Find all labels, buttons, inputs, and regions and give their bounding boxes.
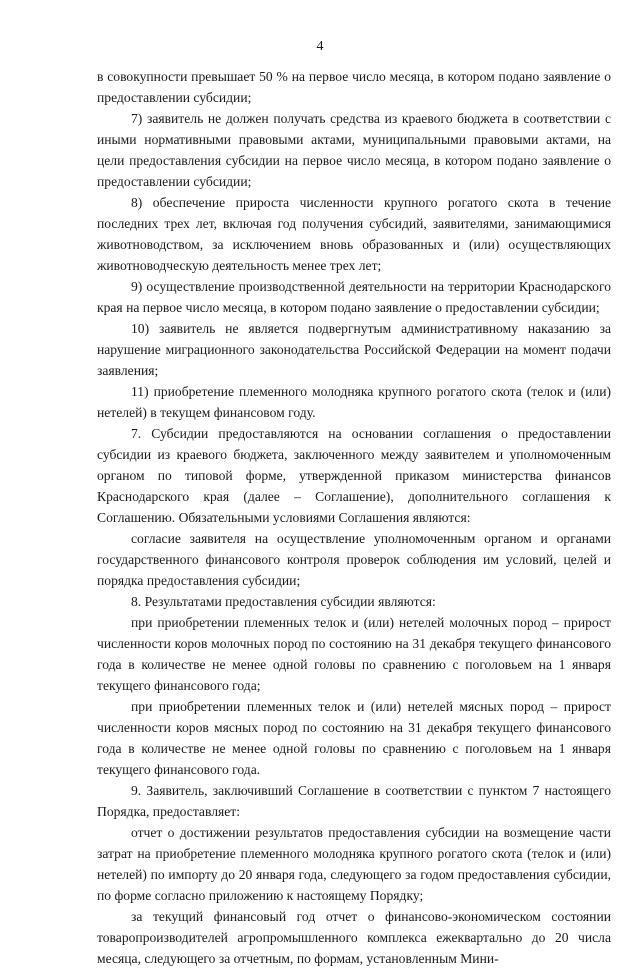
document-body — [97, 66, 611, 969]
paragraph-item-10: 10) заявитель не является подвергнутым административному наказанию за нарушение миграционного законодательства Российской Федерации на момент подачи заявления; — [97, 321, 611, 378]
paragraph-section-9: 9. Заявитель, заключивший Соглашение в соответствии с пунктом 7 настоящего Порядка, предоставляет: — [97, 783, 611, 819]
paragraph-report-financial: за текущий финансовый год отчет о финансово-экономическом состоянии товаропроизводителей агропромышленного комплекса ежеквартально до 20 числа месяца, следующего за отчетным, по формам, установленным Мини- — [97, 909, 611, 966]
paragraph-section-7: 7. Субсидии предоставляются на основании соглашения о предоставлении субсидии из краевого бюджета, заключенного между заявителем и уполномоченным органом по типовой форме, утвержденной приказом министерства финансов Краснодарского края (далее – Соглашение), дополнительного соглашения к Соглашению. Обязательными условиями Соглашения являются: — [97, 426, 611, 525]
paragraph-item-9: 9) осуществление производственной деятельности на территории Краснодарского края на первое число месяца, в котором подано заявление о предоставлении субсидии; — [97, 279, 611, 315]
paragraph-item-8: 8) обеспечение прироста численности крупного рогатого скота в течение последних трех лет, включая год получения субсидий, заявителями, занимающимися животноводством, за исключением вновь образованных и (или) осуществляющих животноводческую деятельность менее трех лет; — [97, 195, 611, 273]
paragraph-continuation: в совокупности превышает 50 % на первое число месяца, в котором подано заявление о предоставлении субсидии; — [97, 69, 611, 105]
paragraph-item-11: 11) приобретение племенного молодняка крупного рогатого скота (телок и (или) нетелей) в текущем финансовом году. — [97, 384, 611, 420]
paragraph-agreement-condition: согласие заявителя на осуществление уполномоченным органом и органами государственного финансового контроля проверок соблюдения им условий, целей и порядка предоставления субсидии; — [97, 531, 611, 588]
paragraph-result-meat: при приобретении племенных телок и (или) нетелей мясных пород – прирост численности коров мясных пород по состоянию на 31 декабря текущего финансового года в количестве не менее одной головы по сравнению с поголовьем на 1 января текущего финансового года. — [97, 699, 611, 777]
paragraph-section-8: 8. Результатами предоставления субсидии являются: — [131, 594, 436, 609]
page-number: 4 — [316, 39, 324, 54]
paragraph-result-dairy: при приобретении племенных телок и (или) нетелей молочных пород – прирост численности коров молочных пород по состоянию на 31 декабря текущего финансового года в количестве не менее одной головы по сравнению с поголовьем на 1 января текущего финансового года; — [97, 615, 611, 693]
paragraph-report-results: отчет о достижении результатов предоставления субсидии на возмещение части затрат на приобретение племенного молодняка крупного рогатого скота (телок и (или) нетелей) по импорту до 20 января года, следующего за годом предоставления субсидии, по форме согласно приложению к настоящему Порядку; — [97, 825, 611, 903]
paragraph-item-7: 7) заявитель не должен получать средства из краевого бюджета в соответствии с иными нормативными правовыми актами, муниципальными правовыми актами, на цели предоставления субсидии на первое число месяца, в котором подано заявление о предоставлении субсидии; — [97, 111, 611, 189]
